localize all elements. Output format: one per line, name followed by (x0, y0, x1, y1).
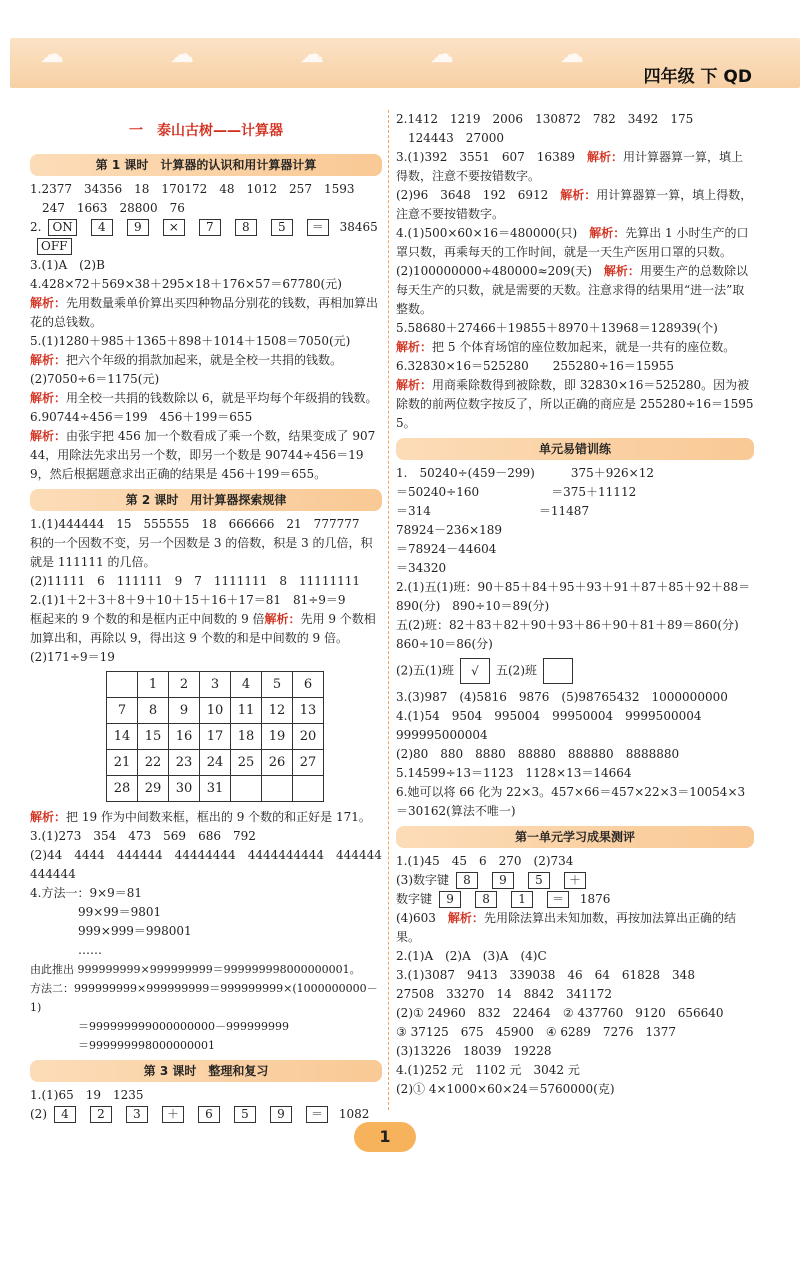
key-sequence (396, 890, 754, 909)
analysis (396, 909, 754, 947)
grid-cell: 4 (231, 672, 262, 698)
answer-line: 2.(1)1＋2＋3＋8＋9＋10＋15＋16＋17＝81 81÷9＝9 (30, 593, 346, 607)
analysis (396, 148, 754, 186)
answer-line: (2)80 880 8880 88880 888880 8888880 (396, 747, 680, 761)
analysis (396, 262, 754, 319)
key-box: 6 (198, 1106, 220, 1123)
grid-cell: 1 (138, 672, 169, 698)
answer-line: (2)① 4×1000×60×24＝5760000(克) (396, 1082, 615, 1096)
key-box: ON (48, 219, 76, 236)
analysis-label: 解析： (587, 150, 624, 164)
class-label: 五(2)班 (496, 663, 537, 678)
analysis-label: 解析： (30, 429, 67, 443)
grid-cell (107, 672, 138, 698)
answer-line: ③ 37125 675 45900 ④ 6289 7276 1377 (396, 1025, 677, 1039)
key-box: 8 (235, 219, 257, 236)
answer-text: (4)603 (396, 911, 436, 925)
section-header: 单元易错训练 (396, 438, 754, 460)
answer-line: ＝50240÷160 ＝375＋11112 (396, 485, 637, 499)
answer-line: 99×99＝9801 (78, 905, 162, 919)
left-column (30, 110, 382, 1124)
grid-cell: 6 (293, 672, 324, 698)
key-box: 3 (126, 1106, 148, 1123)
grid-cell: 30 (169, 776, 200, 802)
cloud-icon: ☁ (300, 40, 324, 68)
key-label: 数字键 (396, 892, 433, 906)
answer-line: 由此推出 999999999×999999999＝999999998000000001。 (30, 963, 361, 976)
answer-line: 2.1412 1219 2006 130872 782 3492 175 (396, 112, 694, 126)
grid-cell: 21 (107, 750, 138, 776)
key-box: 5 (234, 1106, 256, 1123)
calendar-grid (106, 671, 324, 802)
answer-line: ＝314 ＝11487 (396, 504, 590, 518)
analysis-label: 解析： (396, 340, 433, 354)
grid-cell: 13 (293, 698, 324, 724)
answer-line: 247 1663 28800 76 (42, 201, 185, 215)
grade-label: 四年级 下 QD (643, 67, 752, 87)
grid-cell (231, 776, 262, 802)
analysis-text: 由张宇把 456 加一个数看成了乘一个数，结果变成了 90744，用除法先求出另一个数，即另一个数是 90744÷456＝199，然后根据题意求出正确的结果是 456＋199＝655。 (30, 429, 376, 481)
answer-line: 999995000004 (396, 728, 488, 742)
answer-text: 框起来的 9 个数的和是框内正中间数的 9 倍 (30, 612, 265, 626)
grid-cell: 22 (138, 750, 169, 776)
answer-line: 方法二：999999999×999999999＝999999999×(1000000000－1) (30, 982, 378, 1014)
analysis-text: 用商乘除数得到被除数，即 32830×16＝525280。因为被除数的前两位数字按反了，所以正确的商应是 255280÷16＝15955。 (396, 378, 754, 430)
answer-text: (2)100000000÷480000≈209(天) (396, 264, 592, 278)
key-result: 38465 (339, 220, 378, 234)
analysis (30, 294, 382, 332)
answer-line: (2)44 4444 444444 44444444 4444444444 444444444444 (30, 848, 382, 881)
analysis-text: 用要生产的总数除以每天生产的只数，就是需要的天数。注意求得的结果用“进一法”取整数。 (396, 264, 748, 316)
analysis (396, 338, 754, 357)
cloud-icon: ☁ (170, 40, 194, 68)
grid-cell: 25 (231, 750, 262, 776)
item-number: (2) (30, 1107, 47, 1121)
key-box: 2 (90, 1106, 112, 1123)
analysis (30, 427, 382, 484)
answer-line: 27508 33270 14 8842 341172 (396, 987, 612, 1001)
analysis (30, 389, 382, 408)
key-box: ＋ (162, 1106, 184, 1123)
analysis-text: 把 19 作为中间数来框，框出的 9 个数的和正好是 171。 (66, 810, 371, 824)
analysis (30, 351, 382, 370)
unit-title: 一 泰山古树——计算器 (129, 123, 283, 139)
cloud-icon: ☁ (430, 40, 454, 68)
column-divider (388, 110, 389, 1110)
answer-line: 1.(1)65 19 1235 (30, 1088, 144, 1102)
answer-line: ＝78924－44604 (396, 542, 497, 556)
answer-line: 1.(1)444444 15 555555 18 666666 21 777777 (30, 517, 360, 531)
key-box: ＝ (307, 219, 329, 236)
answer-line: (2)① 24960 832 22464 ② 437760 9120 656640 (396, 1006, 724, 1020)
key-box: 5 (271, 219, 293, 236)
analysis-label: 解析： (560, 188, 597, 202)
answer-line: 五(2)班：82＋83＋82＋90＋93＋86＋90＋81＋89＝860(分) 860÷10＝86(分) (396, 618, 751, 651)
answer-line: 4.(1)54 9504 995004 99950004 9999500004 (396, 709, 702, 723)
answer-line: 124443 27000 (408, 131, 504, 145)
key-box: 7 (199, 219, 221, 236)
answer-line: 5.58680＋27466＋19855＋8970＋13968＝128939(个) (396, 321, 718, 335)
analysis (396, 224, 754, 262)
analysis-label: 解析： (264, 612, 301, 626)
answer-line: 1.2377 34356 18 170172 48 1012 257 1593 (30, 182, 355, 196)
key-box: ＝ (306, 1106, 328, 1123)
grid-cell: 16 (169, 724, 200, 750)
answer-line: ＝34320 (396, 561, 447, 575)
key-box: 4 (91, 219, 113, 236)
grid-cell: 11 (231, 698, 262, 724)
analysis (30, 610, 382, 648)
grid-cell: 7 (107, 698, 138, 724)
answer-text: (2)96 3648 192 6912 (396, 188, 549, 202)
grid-cell (262, 776, 293, 802)
analysis-label: 解析： (30, 391, 67, 405)
grid-cell: 8 (138, 698, 169, 724)
answer-line: 6.32830×16＝525280 255280÷16＝15955 (396, 359, 675, 373)
answer-line: (2)11111 6 111111 9 7 1111111 8 11111111 (30, 574, 361, 588)
answer-line: ＝999999999000000000－999999999 (78, 1020, 289, 1033)
key-sequence (30, 1105, 382, 1124)
answer-line: 5.14599÷13＝1123 1128×13＝14664 (396, 766, 632, 780)
grid-cell: 28 (107, 776, 138, 802)
analysis (30, 808, 382, 827)
answer-line: 1.(1)45 45 6 270 (2)734 (396, 854, 574, 868)
grid-cell: 14 (107, 724, 138, 750)
key-box: OFF (37, 238, 72, 255)
answer-line: 78924－236×189 (396, 523, 503, 537)
answer-line: 3.(3)987 (4)5816 9876 (5)98765432 1000000000 (396, 690, 728, 704)
answer-line: 4.(1)252 元 1102 元 3042 元 (396, 1063, 580, 1077)
check-box: √ (460, 658, 490, 684)
key-box: 4 (54, 1106, 76, 1123)
analysis-label: 解析： (30, 296, 67, 310)
answer-line: 6.她可以将 66 化为 22×3。457×66＝457×22×3＝10054×3＝30162(算法不唯一) (396, 785, 746, 818)
analysis-text: 把六个年级的捐款加起来，就是全校一共捐的钱数。 (66, 353, 343, 367)
grid-cell: 23 (169, 750, 200, 776)
key-sequence (30, 218, 382, 256)
analysis-label: 解析： (589, 226, 626, 240)
key-box: 8 (475, 891, 497, 908)
grid-cell: 12 (262, 698, 293, 724)
grid-cell: 18 (231, 724, 262, 750)
analysis-label: 解析： (447, 911, 484, 925)
grid-cell: 26 (262, 750, 293, 776)
analysis-text: 用计算器算一算，填上得数，注意不要按错数字。 (396, 150, 744, 183)
section-header: 第 2 课时 用计算器探索规律 (30, 489, 382, 511)
key-box: ＝ (547, 891, 569, 908)
grid-cell: 27 (293, 750, 324, 776)
answer-line: (2)7050÷6＝1175(元) (30, 372, 160, 386)
analysis-text: 把 5 个体育场馆的座位数加起来，就是一共有的座位数。 (432, 340, 736, 354)
key-box: 9 (492, 872, 514, 889)
key-box: 8 (456, 872, 478, 889)
answer-line: …… (78, 943, 102, 957)
analysis-text: 先用 9 个数相加算出和，再除以 9，得出这 9 个数的和是中间数的 9 倍。 (30, 612, 376, 645)
analysis-label: 解析： (30, 810, 67, 824)
key-result: 1082 (338, 1107, 370, 1121)
right-column (396, 110, 754, 1099)
grid-cell: 31 (200, 776, 231, 802)
answer-line: 4.428×72＋569×38＋295×18＋176×57＝67780(元) (30, 277, 342, 291)
answer-line: 1. 50240÷(459－299) 375＋926×12 (396, 466, 654, 480)
answer-line: 999×999＝998001 (78, 924, 192, 938)
answer-line: ＝999999998000000001 (78, 1039, 215, 1052)
analysis-label: 解析： (30, 353, 67, 367)
key-box: × (163, 219, 185, 236)
answer-line: 5.(1)1280＋985＋1365＋898＋1014＋1508＝7050(元) (30, 334, 351, 348)
page-number: 1 (354, 1122, 416, 1152)
analysis-text: 用计算器算一算，填上得数，注意不要按错数字。 (396, 188, 753, 221)
grid-cell (293, 776, 324, 802)
grid-cell: 19 (262, 724, 293, 750)
grid-cell: 29 (138, 776, 169, 802)
analysis-text: 用全校一共捐的钱数除以 6，就是平均每个年级捐的钱数。 (66, 391, 378, 405)
grid-cell: 20 (293, 724, 324, 750)
check-box (543, 658, 573, 684)
analysis-label: 解析： (603, 264, 640, 278)
answer-line: 3.(1)273 354 473 569 686 792 (30, 829, 256, 843)
answer-line: 2.(1)A (2)A (3)A (4)C (396, 949, 547, 963)
key-label: (3)数字键 (396, 873, 449, 887)
cloud-icon: ☁ (40, 40, 64, 68)
grid-cell: 15 (138, 724, 169, 750)
grid-cell: 9 (169, 698, 200, 724)
analysis-text: 先算出 1 小时生产的口罩只数，再乘每天的工作时间，就是一天生产医用口罩的只数。 (396, 226, 749, 259)
class-label: (2)五(1)班 (396, 663, 454, 678)
key-box: 9 (127, 219, 149, 236)
answer-line: 积的一个因数不变，另一个因数是 3 的倍数，积是 3 的几倍，积就是 111111 的几倍。 (30, 536, 373, 569)
section-header: 第 3 课时 整理和复习 (30, 1060, 382, 1082)
answer-line: 4.方法一：9×9＝81 (30, 886, 143, 900)
answer-line: 3.(1)A (2)B (30, 258, 105, 272)
answer-text: 3.(1)392 3551 607 16389 (396, 150, 575, 164)
answer-line: (3)13226 18039 19228 (396, 1044, 552, 1058)
item-number: 2. (30, 220, 42, 234)
section-header: 第 1 课时 计算器的认识和用计算器计算 (30, 154, 382, 176)
answer-line (396, 658, 754, 684)
grid-cell: 10 (200, 698, 231, 724)
analysis-text: 先用除法算出未知加数，再按加法算出正确的结果。 (396, 911, 736, 944)
answer-line: 3.(1)3087 9413 339038 46 64 61828 348 (396, 968, 695, 982)
answer-line: 2.(1)五(1)班：90＋85＋84＋95＋93＋91＋87＋85＋92＋88＝890(分) 890÷10＝89(分) (396, 580, 751, 613)
key-sequence (396, 871, 754, 890)
analysis-text: 先用数量乘单价算出买四种物品分别花的钱数，再相加算出花的总钱数。 (30, 296, 379, 329)
section-header: 第一单元学习成果测评 (396, 826, 754, 848)
cloud-icon: ☁ (560, 40, 584, 68)
grid-cell: 24 (200, 750, 231, 776)
analysis (396, 186, 754, 224)
key-box: ＋ (564, 872, 586, 889)
key-box: 1 (511, 891, 533, 908)
answer-text: 4.(1)500×60×16＝480000(只) (396, 226, 578, 240)
grid-cell: 3 (200, 672, 231, 698)
key-box: 5 (528, 872, 550, 889)
grid-cell: 2 (169, 672, 200, 698)
answer-line: (2)171÷9＝19 (30, 650, 115, 664)
key-result: 1876 (579, 892, 611, 906)
analysis-label: 解析： (396, 378, 433, 392)
analysis (396, 376, 754, 433)
answer-line: 6.90744÷456＝199 456＋199＝655 (30, 410, 253, 424)
grid-cell: 5 (262, 672, 293, 698)
grid-cell: 17 (200, 724, 231, 750)
key-box: 9 (270, 1106, 292, 1123)
key-box: 9 (439, 891, 461, 908)
